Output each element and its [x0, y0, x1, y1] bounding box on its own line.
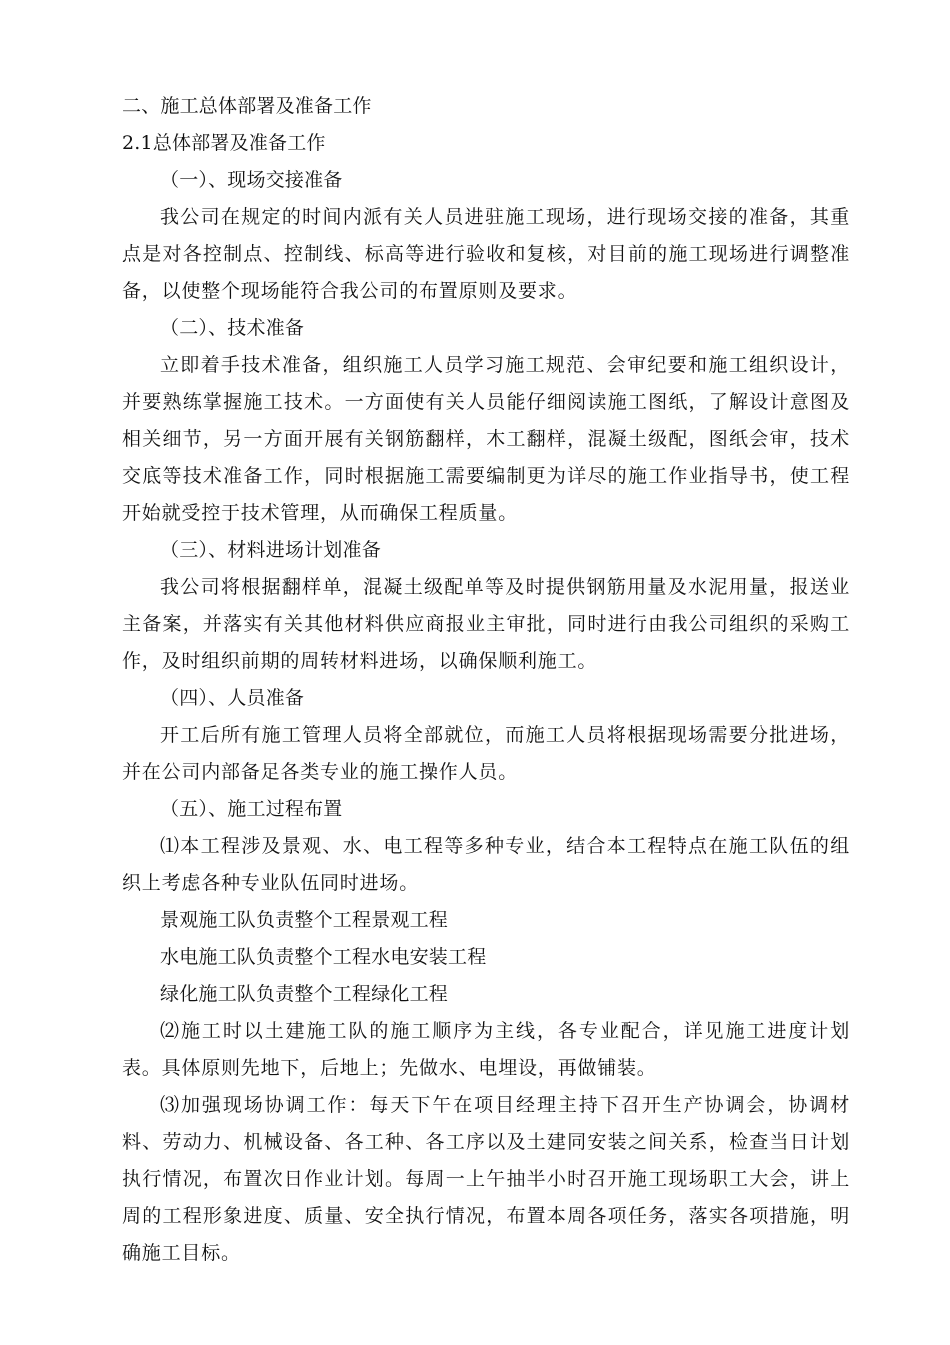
paragraph-item-3: ⑶加强现场协调工作：每天下午在项目经理主持下召开生产协调会，协调材料、劳动力、机械设备、各工种、各工序以及土建同安装之间关系，检查当日计划执行情况，布置次日作业计划。每周一上午抽半小时召开施工现场职工大会，讲上周的工程形象进度、质量、安全执行情况，布置本周各项任务，落实各项措施，明确施工目标。: [122, 1094, 850, 1264]
paragraph-personnel-prep: 开工后所有施工管理人员将全部就位，而施工人员将根据现场需要分批进场，并在公司内部备足各类专业的施工操作人员。: [122, 724, 850, 783]
team-line-plumbing-electrical: 水电施工队负责整个工程水电安装工程: [160, 946, 487, 968]
heading-technical-prep: （二）、技术准备: [160, 317, 305, 339]
team-line-landscape: 景观施工队负责整个工程景观工程: [160, 909, 449, 931]
paragraph-technical-prep: 立即着手技术准备，组织施工人员学习施工规范、会审纪要和施工组织设计，并要熟练掌握施工技术。一方面使有关人员能仔细阅读施工图纸，了解设计意图及相关细节，另一方面开展有关钢筋翻样，木工翻样，混凝土级配，图纸会审，技术交底等技术准备工作，同时根据施工需要编制更为详尽的施工作业指导书，使工程开始就受控于技术管理，从而确保工程质量。: [122, 354, 850, 524]
team-line-greening: 绿化施工队负责整个工程绿化工程: [160, 983, 449, 1005]
paragraph-material-plan: 我公司将根据翻样单，混凝土级配单等及时提供钢筋用量及水泥用量，报送业主备案，并落实有关其他材料供应商报业主审批，同时进行由我公司组织的采购工作，及时组织前期的周转材料进场，以确保顺利施工。: [122, 576, 850, 672]
heading-process-layout: （五）、施工过程布置: [160, 798, 343, 820]
heading-personnel-prep: （四）、人员准备: [160, 687, 305, 709]
document-page: [122, 88, 850, 1272]
paragraph-item-2: ⑵施工时以土建施工队的施工顺序为主线，各专业配合，详见施工进度计划表。具体原则先地下，后地上；先做水、电埋设，再做铺装。: [122, 1020, 850, 1079]
heading-site-handover: （一）、现场交接准备: [160, 169, 343, 191]
paragraph-site-handover: 我公司在规定的时间内派有关人员进驻施工现场，进行现场交接的准备，其重点是对各控制点、控制线、标高等进行验收和复核，对目前的施工现场进行调整准备，以使整个现场能符合我公司的布置原则及要求。: [122, 206, 850, 302]
subsection-title: 2.1总体部署及准备工作: [122, 132, 326, 154]
section-title: 二、施工总体部署及准备工作: [122, 95, 372, 117]
heading-material-plan: （三）、材料进场计划准备: [160, 539, 381, 561]
paragraph-item-1: ⑴本工程涉及景观、水、电工程等多种专业，结合本工程特点在施工队伍的组织上考虑各种专业队伍同时进场。: [122, 835, 850, 894]
